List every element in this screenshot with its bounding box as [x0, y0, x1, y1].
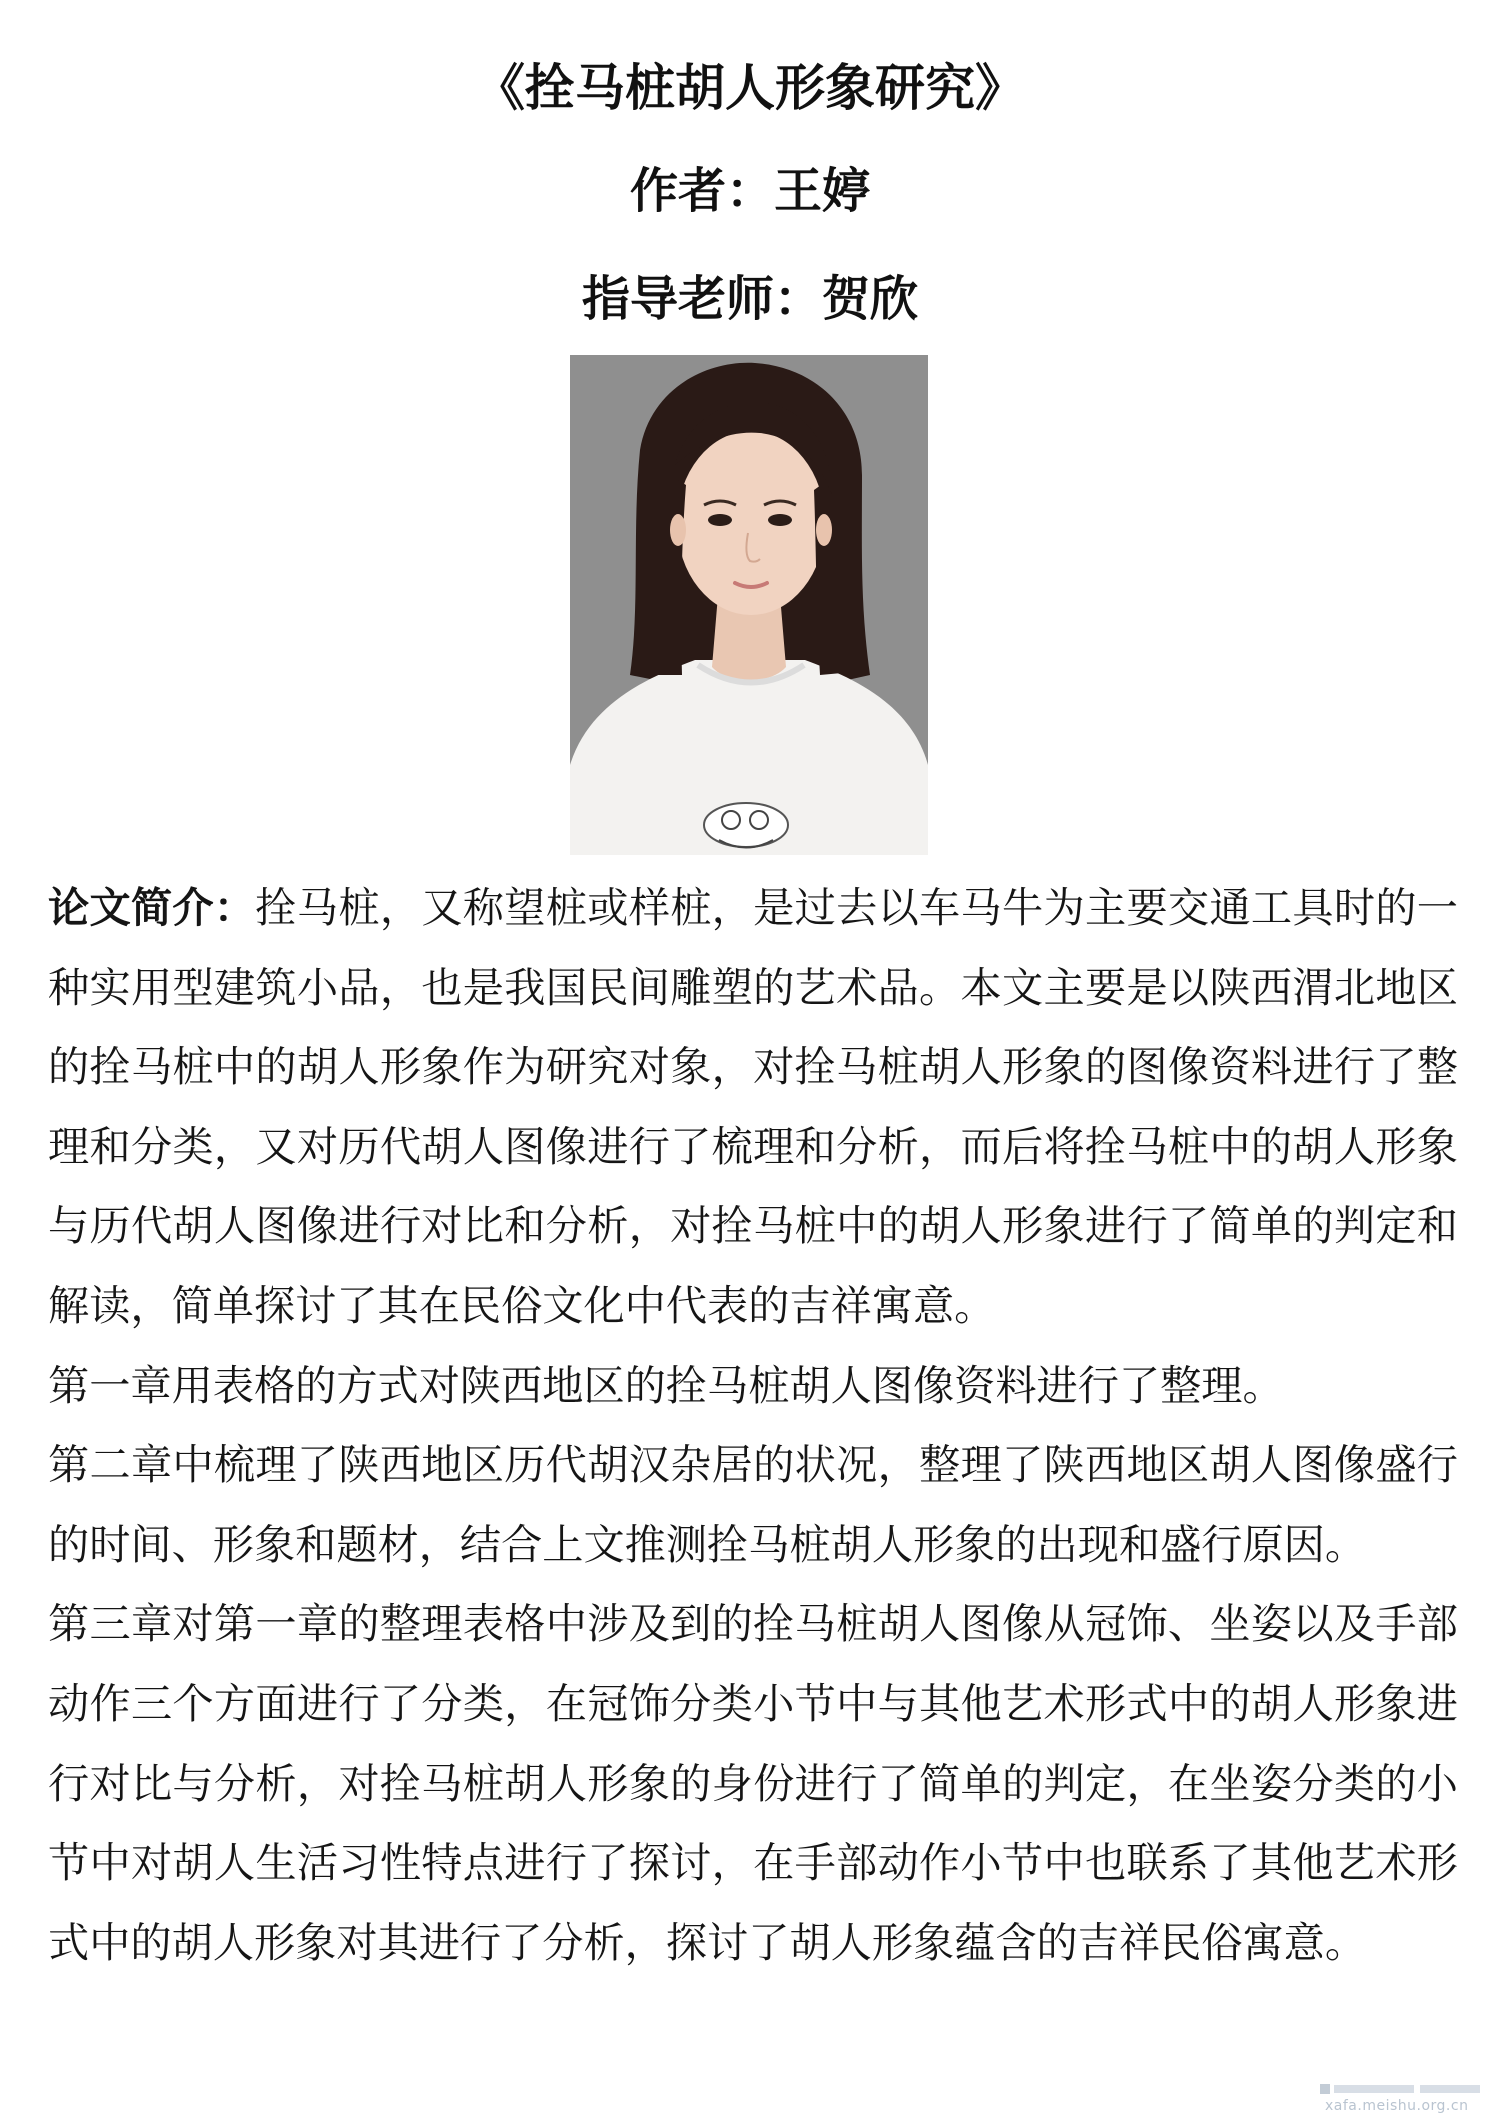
- advisor-line: 指导老师：贺欣: [581, 271, 918, 327]
- thesis-title: 《拴马桩胡人形象研究》: [475, 58, 1025, 117]
- site-watermark: [1320, 2092, 1488, 2118]
- chapter-two-paragraph: 第二章中梳理了陕西地区历代胡汉杂居的状况，整理了陕西地区胡人图像盛行的时间、形象和题材，结合上文推测拴马桩胡人形象的出现和盛行原因。: [48, 1441, 1458, 1569]
- abstract-lead-label: 论文简介：: [48, 883, 256, 932]
- author-line: 作者：王婷: [629, 163, 870, 219]
- portrait-icon: [570, 355, 928, 855]
- watermark-text: xafa.meishu.org.cn: [1325, 2098, 1469, 2114]
- chapter-three-paragraph: 第三章对第一章的整理表格中涉及到的拴马桩胡人图像从冠饰、坐姿以及手部动作三个方面进行了分类，在冠饰分类小节中与其他艺术形式中的胡人形象进行对比与分析，对拴马桩胡人形象的身份进行了简单的判定，在坐姿分类的小节中对胡人生活习性特点进行了探讨，在手部动作小节中也联系了其他艺术形式中的胡人形象对其进行了分析，探讨了胡人形象蕴含的吉祥民俗寓意。: [48, 1600, 1458, 1967]
- abstract-intro-text: 拴马桩，又称望桩或样桩，是过去以车马牛为主要交通工具时的一种实用型建筑小品，也是我国民间雕塑的艺术品。本文主要是以陕西渭北地区的拴马桩中的胡人形象作为研究对象，对拴马桩胡人形象的图像资料进行了整理和分类，又对历代胡人图像进行了梳理和分析，而后将拴马桩中的胡人形象与历代胡人图像进行对比和分析，对拴马桩中的胡人形象进行了简单的判定和解读，简单探讨了其在民俗文化中代表的吉祥寓意。: [48, 884, 1458, 1330]
- abstract-intro-paragraph: [48, 868, 1458, 1347]
- student-portrait-photo: [570, 355, 928, 855]
- chapter-one-paragraph: 第一章用表格的方式对陕西地区的拴马桩胡人图像资料进行了整理。: [48, 1361, 1284, 1410]
- abstract-section: [48, 868, 1458, 1983]
- watermark-logo-icon: [1320, 2082, 1488, 2096]
